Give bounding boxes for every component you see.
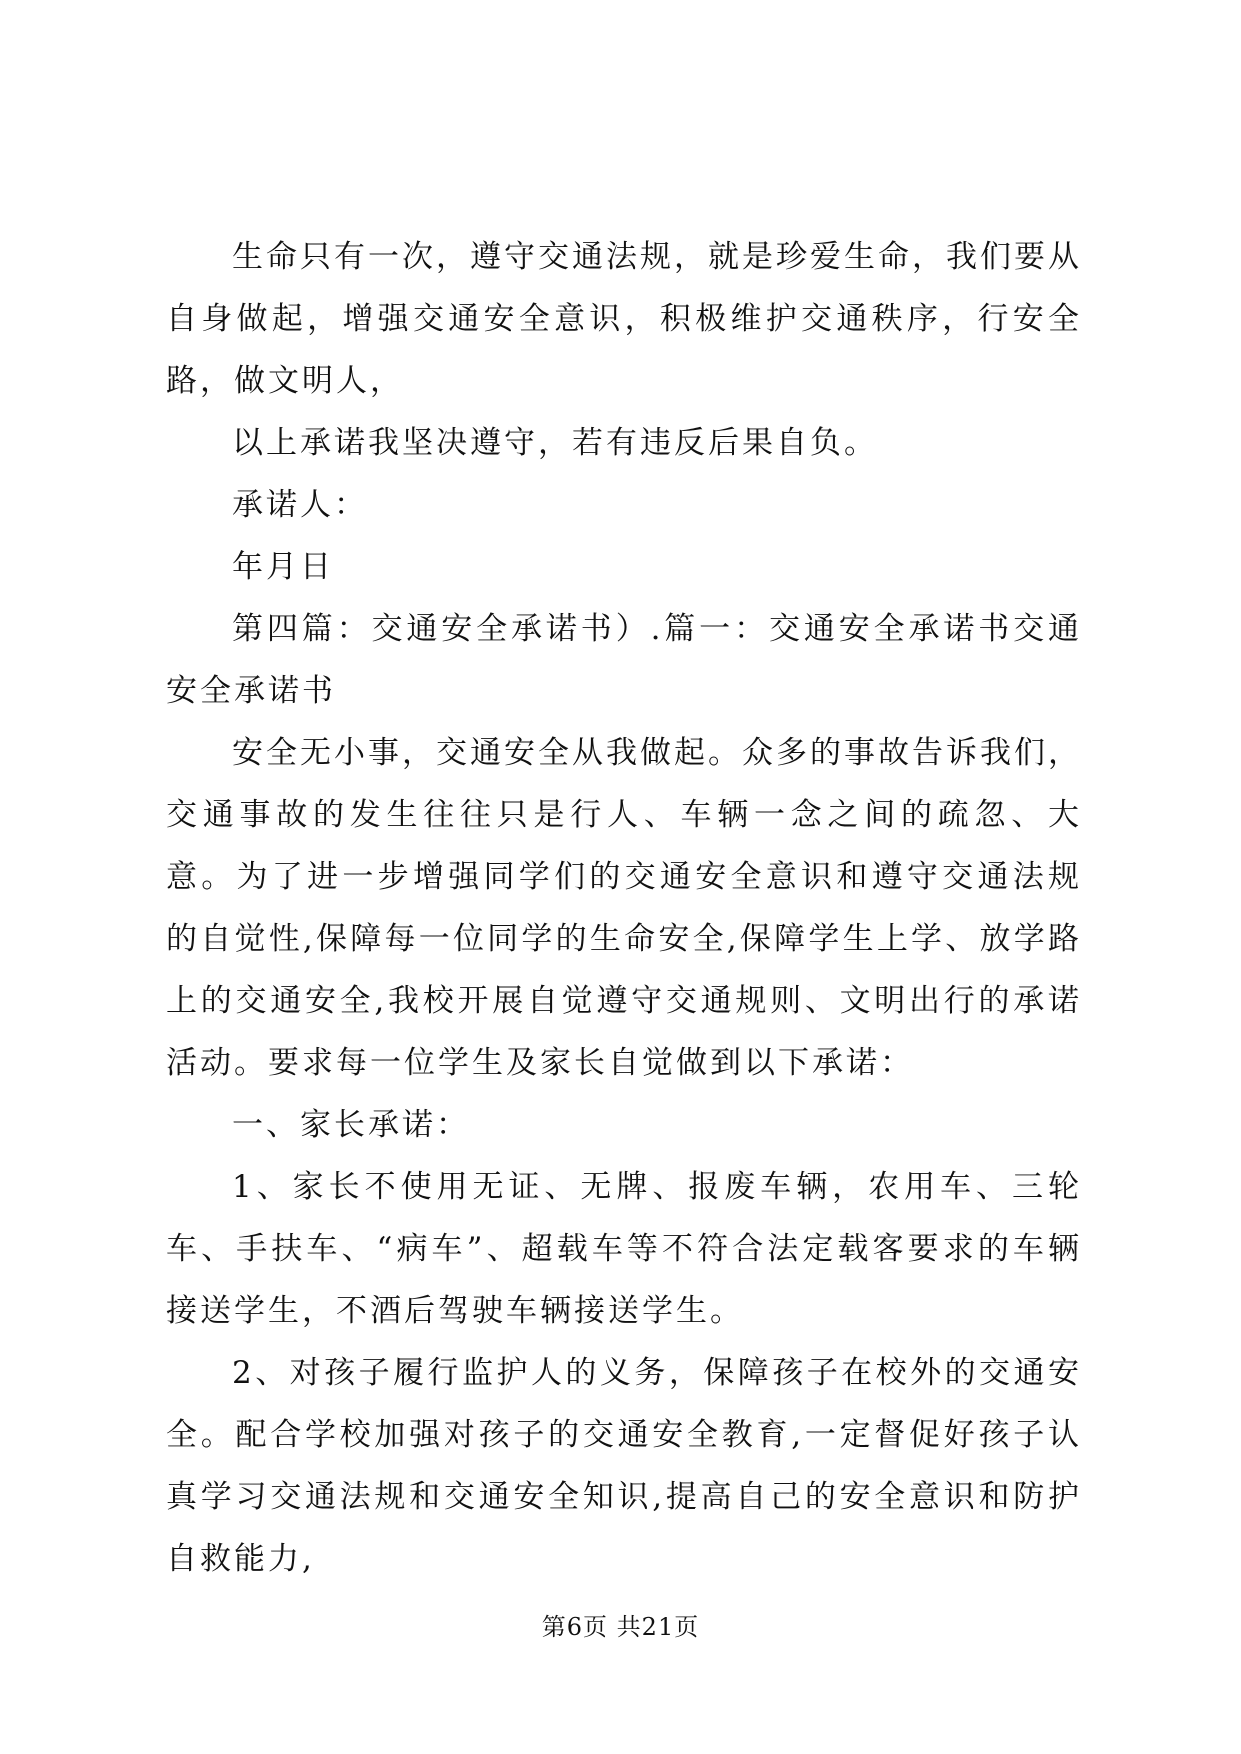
paragraph: 生命只有一次，遵守交通法规，就是珍爱生命，我们要从自身做起，增强交通安全意识，积极维护交通秩序，行安全路，做文明人，: [166, 239, 1082, 399]
section-heading: 第四篇：交通安全承诺书）.篇一：交通安全承诺书交通安全承诺书: [166, 611, 1082, 709]
list-item: 2、对孩子履行监护人的义务，保障孩子在校外的交通安全。配合学校加强对孩子的交通安全教育,一定督促好孩子认真学习交通法规和交通安全知识,提高自己的安全意识和防护自救能力,: [166, 1355, 1082, 1577]
paragraph: 以上承诺我坚决遵守，若有违反后果自负。: [232, 425, 878, 461]
paragraph: 年月日: [232, 549, 334, 585]
document-body: [166, 226, 1082, 1590]
paragraph: 承诺人：: [232, 487, 368, 523]
paragraph: 安全无小事，交通安全从我做起。众多的事故告诉我们，交通事故的发生往往只是行人、车辆一念之间的疏忽、大意。为了进一步增强同学们的交通安全意识和遵守交通法规的自觉性,保障每一位同学的生命安全,保障学生上学、放学路上的交通安全,我校开展自觉遵守交通规则、文明出行的承诺活动。要求每一位学生及家长自觉做到以下承诺：: [166, 735, 1082, 1081]
subsection-heading: 一、家长承诺：: [232, 1107, 470, 1143]
page-number-footer: 第6页 共21页: [541, 1613, 700, 1641]
list-item: 1、家长不使用无证、无牌、报废车辆，农用车、三轮车、手扶车、“病车”、超载车等不符合法定载客要求的车辆接送学生，不酒后驾驶车辆接送学生。: [166, 1169, 1082, 1329]
